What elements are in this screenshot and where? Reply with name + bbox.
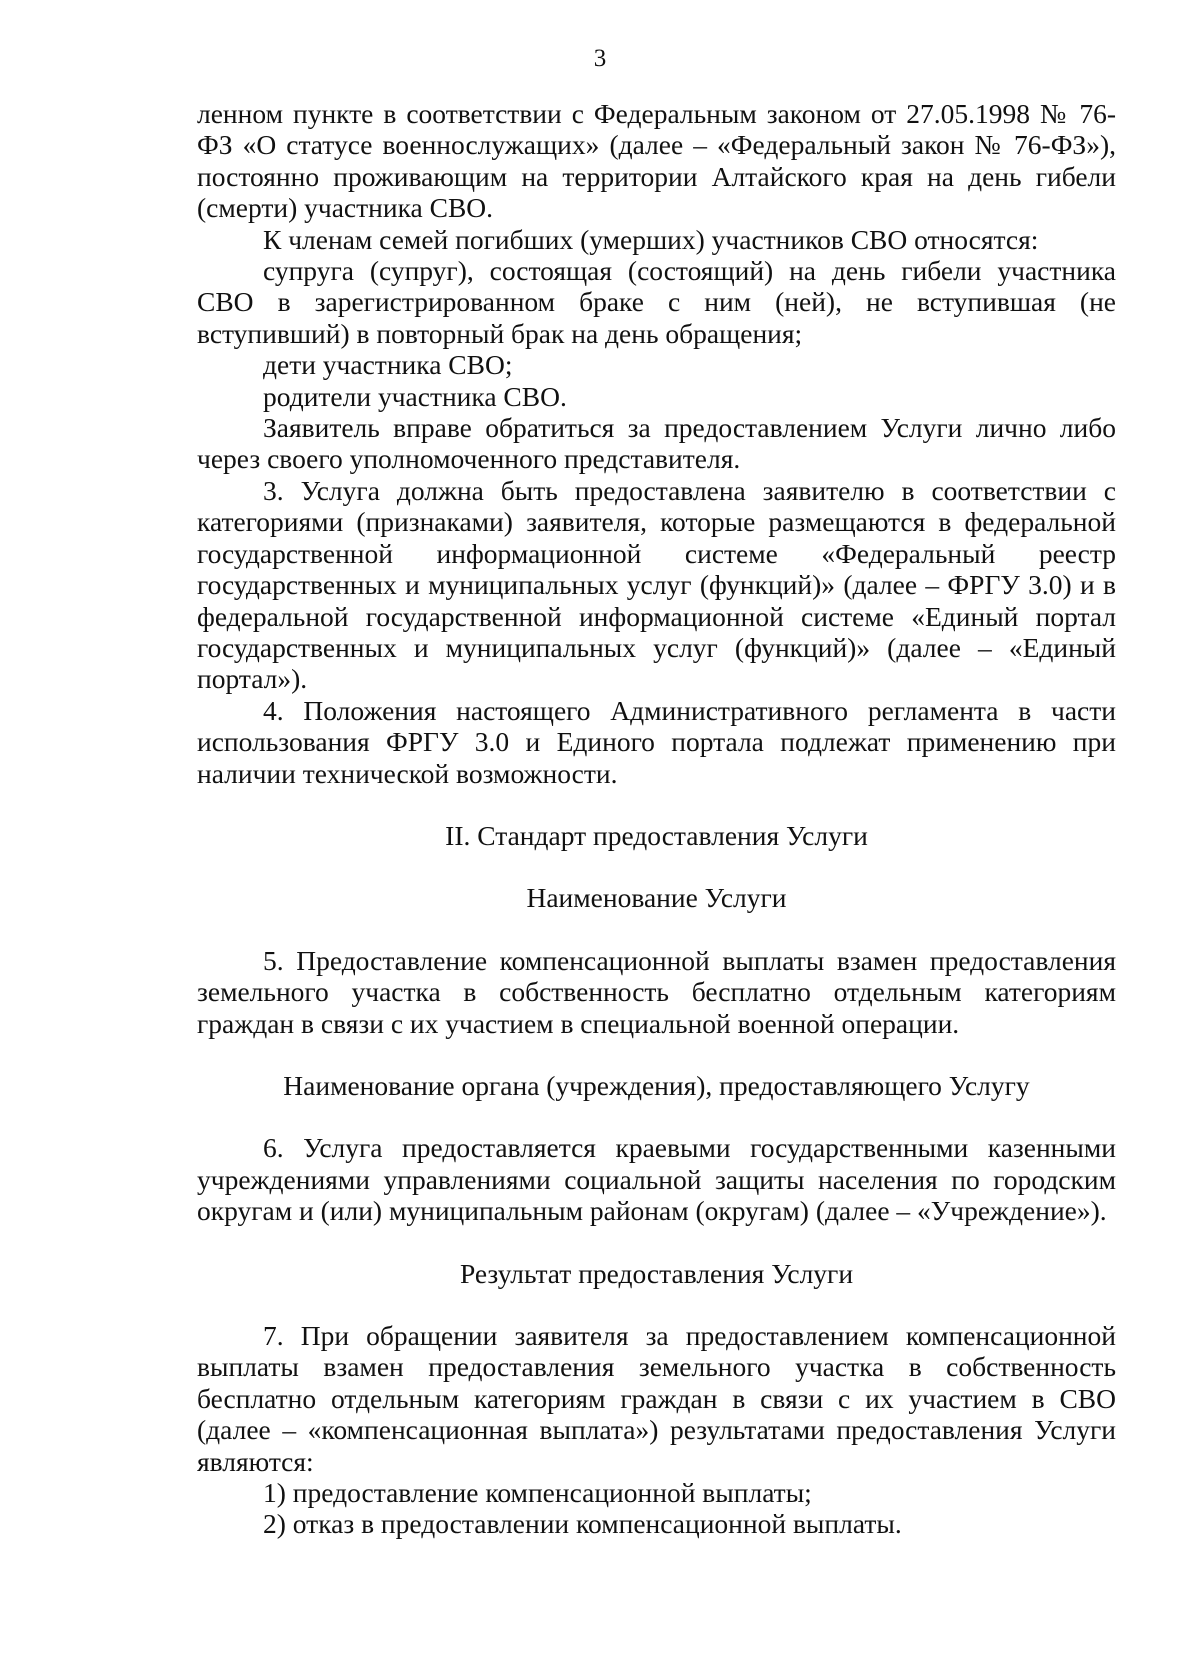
paragraph-item-3: 3. Услуга должна быть предоставлена заявителю в соответствии с категориями (признаками) заявителя, которые размещаются в федеральной государственной информационной системе «Федеральный реестр государственных и муниципальных услуг (функций)» (далее – ФРГУ 3.0) и в федеральной государственной информационной системе «Единый портал государственных и муниципальных услуг (функций)» (далее – «Единый портал»). [197,474,1116,695]
subheading-service-name: Наименование Услуги [526,882,787,914]
paragraph-item-7: 7. При обращении заявителя за предоставлением компенсационной выплаты взамен предоставления земельного участка в собственность бесплатно отдельным категориям граждан в связи с их участием в СВО (далее – «компенсационная выплата») результатами предоставления Услуги являются: [197,1320,1116,1477]
section-title: II. Стандарт предоставления Услуги [445,819,868,851]
page-number: 3 [593,45,607,72]
list-item-result-2: 2) отказ в предоставлении компенсационной выплаты. [263,1508,902,1540]
list-item-result-1: 1) предоставление компенсационной выплаты; [263,1477,812,1509]
subheading-authority: Наименование органа (учреждения), предоставляющего Услугу [283,1069,1030,1101]
paragraph-continuation: ленном пункте в соответствии с Федеральным законом от 27.05.1998 № 76-ФЗ «О статусе военнослужащих» (далее – «Федеральный закон № 76-ФЗ»), постоянно проживающим на территории Алтайского края на день гибели (смерти) участника СВО. [197,98,1116,224]
paragraph-children: дети участника СВО; [263,349,513,381]
paragraph-spouse: супруга (супруг), состоящая (состоящий) на день гибели участника СВО в зарегистрированном браке с ним (ней), не вступившая (не вступивший) в повторный брак на день обращения; [197,255,1116,349]
document-body [197,98,1116,1540]
paragraph-item-5: 5. Предоставление компенсационной выплаты взамен предоставления земельного участка в собственность бесплатно отдельным категориям граждан в связи с их участием в специальной военной операции. [197,944,1116,1039]
subheading-result: Результат предоставления Услуги [459,1257,854,1289]
paragraph-item-4: 4. Положения настоящего Административного регламента в части использования ФРГУ 3.0 и Единого портала подлежат применению при наличии технической возможности. [197,694,1116,789]
paragraph-applicant-rights: Заявитель вправе обратиться за предоставлением Услуги лично либо через своего уполномоченного представителя. [197,412,1116,475]
paragraph-family-members: К членам семей погибших (умерших) участников СВО относятся: [263,223,1039,255]
paragraph-item-6: 6. Услуга предоставляется краевыми государственными казенными учреждениями управлениями социальной защиты населения по городским округам и (или) муниципальным районам (округам) (далее – «Учреждение»). [197,1132,1116,1227]
paragraph-parents: родители участника СВО. [263,380,567,412]
